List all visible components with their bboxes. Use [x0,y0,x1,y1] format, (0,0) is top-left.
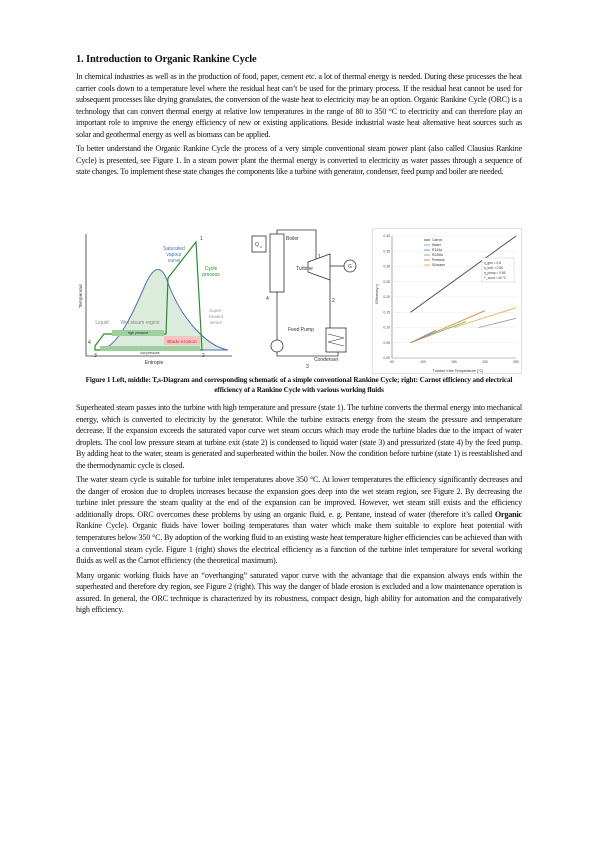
chart-y-tick: 0.35 [383,249,390,254]
chart-y-tick: 0.25 [383,279,390,284]
chart-y-tick: 0.15 [383,310,390,315]
schem-state-4: 4 [266,296,269,302]
high-pressure-label: high pressure [127,331,149,335]
cycle-label-1: Cycle [204,266,218,272]
boiler-label: Boiler [286,236,299,242]
schem-state-3: 3 [306,364,309,370]
chart-frame [373,229,522,374]
chart-y-tick: 0.05 [383,340,390,345]
figure-1 [76,228,522,380]
annotation-text: T_cond = 40 °C [484,276,507,280]
saturated-label-1: Saturated [163,246,185,252]
schem-state-1: 1 [318,254,321,260]
chart-y-tick: 0.30 [383,264,390,269]
boiler-body [270,234,284,292]
paragraph-3: Superheated steam passes into the turbine with high temperature and pressure (state 1). The turbine converts the thermal energy into mechanical energy, which is converted to electricity by the generator. While the turbine extracts energy from the steam the pressure and temperature decrease. If the expansion exceeds the saturated vapor curve wet steam occurs which may erode the turbine blades due to the impact of water droplets. The cool low pressure steam at turbine exit (state 2) is condensed to liquid water (state 3) and pressurized (state 4) by the feed pump. By adding heat to the water, steam is generated and superheated within the boiler. Now the condition before turbine (state 1) is reestablished and the thermodynamic cycle is closed. [76,403,522,470]
chart-y-tick: 0.10 [383,325,390,330]
legend-label: R134a [432,248,442,253]
legend-label: Water [432,243,441,248]
wet-steam-label: Wet steam region [120,320,160,326]
chart-x-tick: 150 [451,360,457,364]
pipe-pump-condenser [277,352,338,356]
chart-x-tick: 200 [482,360,488,364]
paragraph-2: To better understand the Organic Rankine Cycle the process of a very simple conventional steam power plant (also called Clausius Rankine Cycle) is presented, see Figure 1. In a steam power plant the thermal energy is converted to electricity as water passes through a sequence of state changes. To implement these state changes the components like a turbine with generator, condenser, feed pump and boiler are needed. [76,144,522,177]
ts-xlabel: Entropie [144,360,164,366]
qin-label: Q [255,242,259,248]
superheated-label-2: heated [208,314,224,319]
legend-label: Carnot [432,238,443,243]
efficiency-chart [372,228,522,374]
ts-state-4: 4 [88,340,91,346]
superheated-label-1: Super- [209,308,223,313]
saturated-label-3: curve [167,258,181,264]
qin-sub-label: in [260,245,263,249]
chart-y-tick: 0.00 [383,356,390,361]
ts-state-2: 2 [202,353,205,359]
annotation-text: η_gen = 0.8 [484,261,501,265]
generator-label: G [348,264,352,270]
legend-label: Siloxane [432,263,446,268]
blade-erosion-label: Blade erosion [167,340,197,345]
liquid-label: Liquid [95,320,109,326]
legend-label: R245fa [432,253,443,258]
section-heading: 1. Introduction to Organic Rankine Cycle [76,54,257,65]
ts-diagram [76,228,236,374]
body-section [76,402,522,616]
legend-label: Pentane [432,258,445,263]
superheated-label-3: steam [209,320,223,325]
chart-ylabel: Efficiency η [375,284,379,304]
chart-y-tick: 0.40 [383,234,390,239]
rankine-schematic [240,228,366,374]
intro-section [76,54,522,178]
chart-x-tick: 250 [513,360,519,364]
chart-xlabel: Turbine Inlet Temperature [°C] [432,369,484,373]
ts-state-3: 3 [94,353,97,359]
paragraph-4-after: Rankine Cycle). Organic fluids have lower boiling temperatures than water which make them suitable to explore heat potential with temperatures below 350 °C. By adoption of the working fluid to an existing waste heat temperature higher efficiencies can be achieved than with a conventional steam cycle. Figure 1 (right) shows the electrical efficiency as a function of the turbine inlet temperature for several working fluids as well as the Carnot efficiency (the theoretical maximum). [76,521,522,566]
paragraph-1: In chemical industries as well as in the production of food, paper, cement etc. a lot of thermal energy is needed. During these processes the heat carrier cools down to a temperature level where the residual heat can’t be used for the primary process. If the residual heat cannot be used for subsequent processes like drying granulates, the conversion of the waste heat to electricity may be an option. Organic Rankine Cycle (ORC) is a technology that can convert thermal energy at relative low temperatures in the range of 80 to 350 °C to electricity and can therefore play an important role to improve the energy efficiency of new or existing applications. Beside industrial waste heat alternative heat sources such as solar and geothermal energy as well as biomass can be applied. [76,72,522,139]
low-pressure-label: low pressure [140,351,160,355]
saturated-label-2: vapour [166,252,182,258]
chart-x-tick: 50 [390,360,394,364]
annotation-text: η_turb = 0.85 [484,266,503,270]
paragraph-4 [76,474,522,566]
paragraph-4-before: The water steam cycle is suitable for turbine inlet temperatures above 350 °C. At lower temperatures the efficiency significantly decreases and the danger of erosion due to droplets increases because the expansion goes deep into the wet steam region, see Figure 2. By decreasing the turbine inlet pressure the steam quality at the end of the expansion can be improved. However, wet steam still exists and the efficiency additionally drops. ORC overcomes these problems by using an organic fluid, e. g. Pentane, instead of water (therefore it’s called [76,475,522,519]
ts-state-1: 1 [200,236,203,242]
turbine-label: Turbine [296,266,313,272]
figure-caption: Figure 1 Left, middle: T,s-Diagram and corresponding schematic of a simple conventional Rankine Cycle; right: Carnot efficiency and electrical efficiency of a Rankine Cycle with various working fluids [85,376,513,394]
schem-state-2: 2 [332,298,335,304]
ts-ylabel: Temperatur [79,283,84,309]
cycle-label-2: process [202,272,220,278]
chart-y-tick: 0.20 [383,295,390,300]
chart-x-tick: 100 [420,360,426,364]
feed-pump-label: Feed Pump [288,327,314,333]
condenser-label: Condenser [314,357,339,363]
feed-pump-circle [271,340,283,352]
paragraph-4-bold: Organic [494,509,522,519]
paragraph-5: Many organic working fluids have an “overhanging” saturated vapor curve with the advantage that die expansion always ends within the superheated and therefore dry region, see Figure 2 (right). This way the danger of blade erosion is excluded and a low maintenance operation is assured. In general, the ORC technique is characterized by its robustness, compact design, high ability for automation and the comparatively high efficiency. [76,570,522,615]
annotation-text: η_pump = 0.85 [484,271,506,275]
